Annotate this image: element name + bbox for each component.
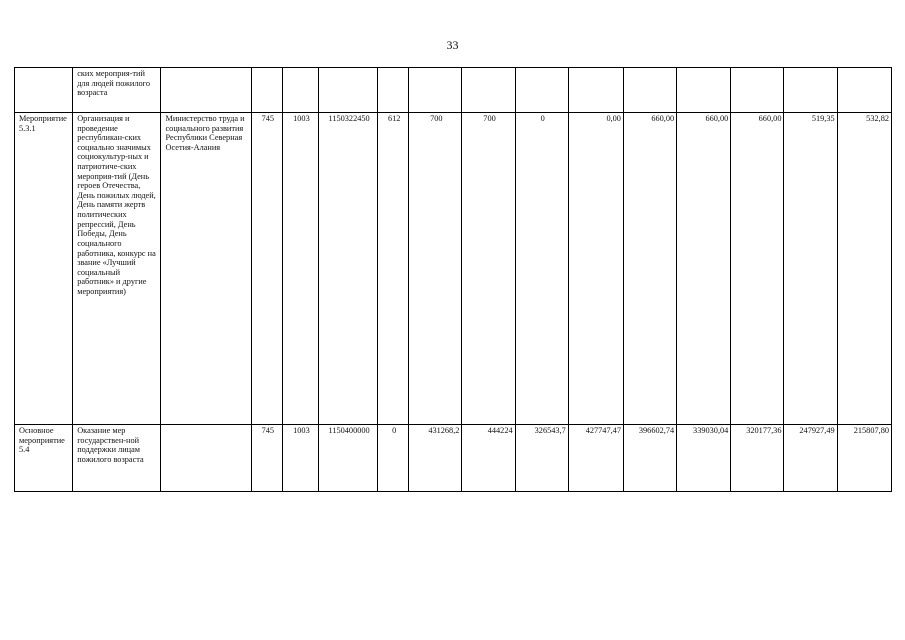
grbs-cell <box>251 68 282 113</box>
measure-name-cell: ских мероприя-тий для людей пожилого возраста <box>73 68 161 113</box>
measure-cell: Основное мероприятие 5.4 <box>15 425 73 492</box>
value-cell <box>623 68 676 113</box>
rz-pr-cell: 1003 <box>282 425 318 492</box>
value-cell: 0,00 <box>568 113 623 425</box>
value-cell <box>462 68 515 113</box>
value-cell <box>515 68 568 113</box>
value-cell <box>784 68 837 113</box>
table-row <box>15 68 892 113</box>
rz-pr-cell: 1003 <box>282 113 318 425</box>
table-row <box>15 425 892 492</box>
csr-cell <box>318 68 377 113</box>
value-cell <box>837 68 891 113</box>
measure-cell: Мероприятие 5.3.1 <box>15 113 73 425</box>
measure-cell <box>15 68 73 113</box>
csr-cell: 1150400000 <box>318 425 377 492</box>
value-cell: 519,35 <box>784 113 837 425</box>
executor-cell <box>161 68 251 113</box>
value-cell: 431268,2 <box>409 425 462 492</box>
executor-cell: Министерство труда и социального развития Республики Северная Осетия-Алания <box>161 113 251 425</box>
measure-name-cell: Организация и проведение республикан-ских социально значимых социокультур-ных и патриотиче-ских мероприя-тий (День героев Отечества, День пожилых людей, День памяти жертв политических репрессий, День Победы, День социального работника, конкурс на звание «Лучший социальный работник» и другие мероприятия) <box>73 113 161 425</box>
value-cell: 700 <box>462 113 515 425</box>
vr-cell: 612 <box>378 113 409 425</box>
value-cell: 0 <box>515 113 568 425</box>
vr-cell <box>378 68 409 113</box>
value-cell: 339030,04 <box>677 425 731 492</box>
value-cell: 427747,47 <box>568 425 623 492</box>
value-cell: 660,00 <box>677 113 731 425</box>
value-cell: 700 <box>409 113 462 425</box>
executor-cell <box>161 425 251 492</box>
grbs-cell: 745 <box>251 113 282 425</box>
table-row <box>15 113 892 425</box>
value-cell: 444224 <box>462 425 515 492</box>
value-cell: 247927,49 <box>784 425 837 492</box>
value-cell <box>409 68 462 113</box>
value-cell <box>731 68 784 113</box>
csr-cell: 1150322450 <box>318 113 377 425</box>
value-cell: 320177,36 <box>731 425 784 492</box>
measure-name-cell: Оказание мер государствен-ной поддержки лицам пожилого возраста <box>73 425 161 492</box>
page-number: 33 <box>446 38 459 52</box>
grbs-cell: 745 <box>251 425 282 492</box>
vr-cell: 0 <box>378 425 409 492</box>
value-cell: 215807,80 <box>837 425 891 492</box>
value-cell: 326543,7 <box>515 425 568 492</box>
value-cell: 396602,74 <box>623 425 676 492</box>
rz-pr-cell <box>282 68 318 113</box>
value-cell: 660,00 <box>623 113 676 425</box>
value-cell: 660,00 <box>731 113 784 425</box>
value-cell <box>568 68 623 113</box>
value-cell: 532,82 <box>837 113 891 425</box>
value-cell <box>677 68 731 113</box>
budget-table <box>14 67 892 492</box>
